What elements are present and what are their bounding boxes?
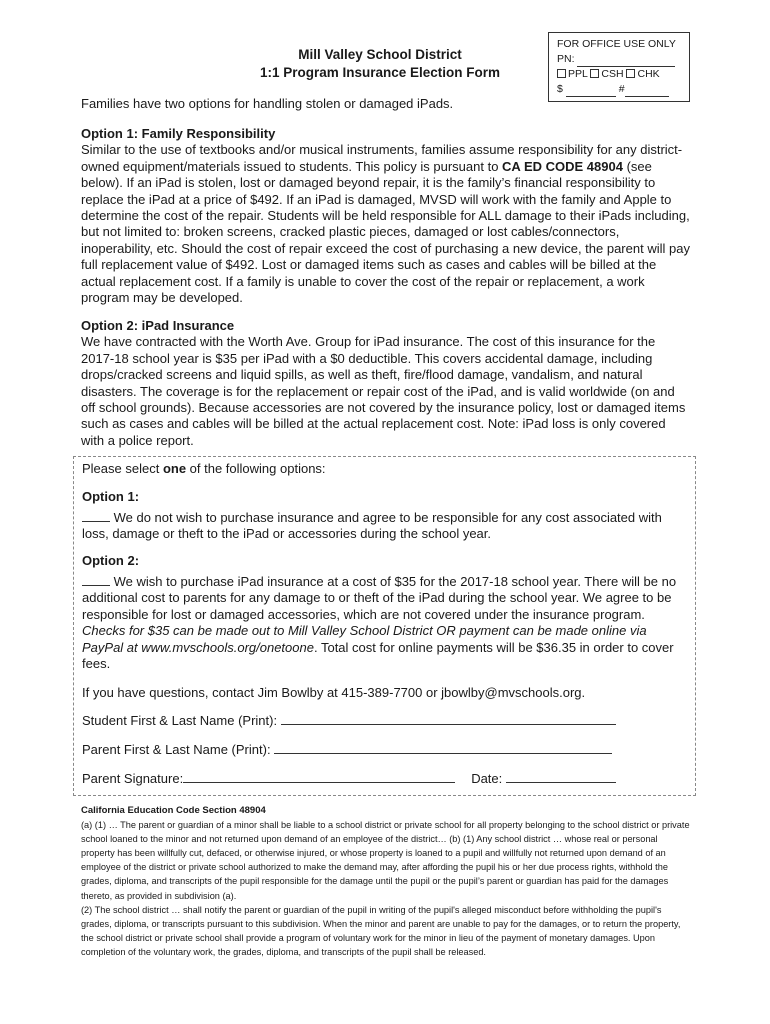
select-prompt xyxy=(82,461,688,477)
opt1-statement: We do not wish to purchase insurance and agree to be responsible for any cost associated with loss, damage or theft to the iPad or accessories during the school year. xyxy=(82,510,662,542)
date-field[interactable] xyxy=(506,771,616,783)
opt2-label: Option 2: xyxy=(82,553,140,568)
csh-checkbox xyxy=(590,69,599,78)
form-title xyxy=(230,46,530,82)
opt1-text xyxy=(82,510,688,543)
legal-paragraph-2: (2) The school district … shall notify the parent or guardian of the pupil in writing of the pupil's alleged misconduct before withholding the pupil's grades, diploma, or transcripts pursuant to this subdivision. When the minor and parent are unable to pay for the damages, or to return the property, the school district or private school shall provide a program of voluntary work for the minor in lieu of the payment of monetary damages. Upon completion of the voluntary work, the grades, diploma, and transcripts of the pupil shall be released. xyxy=(81,904,681,957)
contact-line: If you have questions, contact Jim Bowlby at 415-389-7700 or jbowlby@mvschools.org. xyxy=(82,685,586,700)
office-amount-row xyxy=(557,82,681,97)
student-name-row xyxy=(82,713,688,729)
office-use-box xyxy=(548,32,690,102)
legal-paragraph-1: (a) (1) … The parent or guardian of a minor shall be liable to a school district or private school for all property belonging to the school district or private school loaned to the minor and not returned upon demand of an employee of the district… (b) (1) Any school district … whose real or personal property has been willfully cut, defaced, or otherwise injured, or whose property is loaned to a pupil and willfully not returned upon demand of an employee of the district or private school authorized to make the demand may, after affording the pupil his or her due process rights, withhold the grades, diploma, and transcripts of the pupil responsible for the damage until the pupil or the pupil’s parent or guardian has paid for the damages thereto, as provided in subdivision (a). xyxy=(81,820,690,901)
option1-body xyxy=(81,142,691,306)
chk-label: CHK xyxy=(637,68,660,80)
signature-field[interactable] xyxy=(183,771,455,783)
form-name: 1:1 Program Insurance Election Form xyxy=(259,65,501,80)
option1-section xyxy=(81,126,691,306)
csh-label: CSH xyxy=(601,68,624,80)
parent-name-row xyxy=(82,742,688,758)
number-blank xyxy=(625,85,669,97)
amount-blank xyxy=(566,85,616,97)
opt2-checkline[interactable] xyxy=(82,574,110,586)
option2-heading: Option 2: iPad Insurance xyxy=(81,318,235,333)
dollar-label: $ xyxy=(557,83,563,95)
hash-label: # xyxy=(618,83,625,95)
office-use-title: FOR OFFICE USE ONLY xyxy=(557,38,676,50)
ppl-label: PPL xyxy=(568,68,588,80)
office-payment-row xyxy=(557,67,681,82)
legal-section xyxy=(81,804,691,959)
option1-heading: Option 1: Family Responsibility xyxy=(81,126,276,141)
signature-label: Parent Signature: xyxy=(82,771,184,786)
ppl-checkbox xyxy=(557,69,566,78)
option1-text-a: Similar to the use of textbooks and/or musical instruments, families assume responsibility for any district-owned equipment/materials issued to students. This policy is pursuant to xyxy=(81,142,683,174)
opt2-tail: . Total cost for online payments will be $36.35 in order to cover fees. xyxy=(82,639,674,672)
prompt-b: of the following options: xyxy=(186,461,326,476)
parent-name-field[interactable] xyxy=(274,742,612,754)
prompt-one: one xyxy=(162,461,187,476)
district-name: Mill Valley School District xyxy=(298,47,462,62)
parent-name-label: Parent First & Last Name (Print): xyxy=(82,742,271,757)
option2-body: We have contracted with the Worth Ave. Group for iPad insurance. The cost of this insurance for the 2017-18 school year is $35 per iPad with a $0 deductible. This covers accidental damage, including drops/cracked screens and liquid spills, as well as theft, fire/flood damage, vandalism, and natural disasters. The coverage is for the replacement or repair cost of the iPad, and is valid worldwide (on and off school grounds). Because accessories are not covered by the insurance policy, lost or damaged items such as cases and cables will be billed at the actual replacement cost. Note: iPad loss is only covered with a police report. xyxy=(81,334,686,448)
selection-box xyxy=(73,456,696,796)
intro-text: Families have two options for handling stolen or damaged iPads. xyxy=(81,96,454,111)
pn-label: PN: xyxy=(557,53,575,65)
date-label: Date: xyxy=(471,771,503,786)
chk-checkbox xyxy=(626,69,635,78)
student-name-label: Student First & Last Name (Print): xyxy=(82,713,278,728)
student-name-field[interactable] xyxy=(281,713,616,725)
signature-row xyxy=(82,771,688,787)
option2-section xyxy=(81,318,691,449)
option1-text-b: (see below). If an iPad is stolen, lost or damaged beyond repair, it is the family’s financial responsibility to replace the iPad at a price of $492. If an iPad is damaged, MVSD will work with the family and Apple to determine the cost of the repair. Students will be held responsible for ALL damage to their iPads including, but not limited to: broken screens, cracked plastic pieces, damaged or lost cables/connectors, inoperability, etc. Should the cost of repair exceed the cost of purchasing a new device, the parent will pay full replacement value of $492. Lost or damaged items such as cases and cables will be billed at the actual replacement cost. If a family is unable to cover the cost of the repair or replacement, a work program may be developed. xyxy=(81,158,690,306)
opt2-statement: We wish to purchase iPad insurance at a cost of $35 for the 2017-18 school year. There will be no additional cost to parents for any damage to or theft of the iPad during the school year. We agree to be responsible for lost or damaged accessories, which are not covered under the insurance program. xyxy=(82,574,677,622)
ed-code-ref: CA ED CODE 48904 xyxy=(502,158,623,174)
payment-instructions: Checks for $35 can be made out to Mill Valley School District OR payment can be made online via PayPal at www.mvschools.org/onetoone xyxy=(82,623,647,655)
opt2-text xyxy=(82,574,688,672)
legal-heading: California Education Code Section 48904 xyxy=(81,805,266,816)
prompt-a: Please select xyxy=(82,461,163,476)
office-pn-row xyxy=(557,52,681,67)
pn-blank xyxy=(577,55,675,67)
opt1-checkline[interactable] xyxy=(82,510,110,522)
opt1-label: Option 1: xyxy=(82,489,140,504)
